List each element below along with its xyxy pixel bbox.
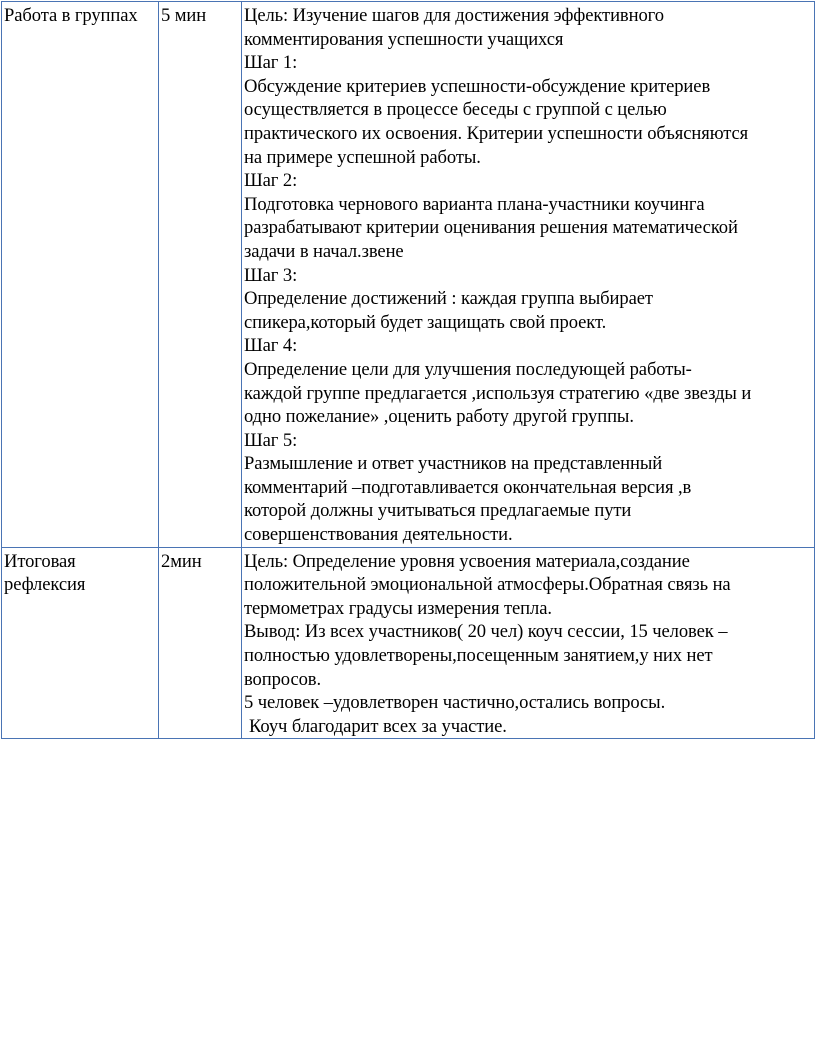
- text-line: вопросов.: [244, 668, 322, 690]
- text-line: разрабатывают критерии оценивания решения математической: [244, 217, 738, 239]
- text-line: спикера,который будет защищать свой проект.: [244, 311, 607, 333]
- stage-name-line: Итоговая: [4, 550, 76, 572]
- stage-name-line: рефлексия: [4, 574, 86, 596]
- table-row-final-reflection: [2, 547, 815, 739]
- stage-cell: [2, 547, 159, 739]
- text-line: Цель: Изучение шагов для достижения эффективного: [244, 5, 664, 26]
- stage-duration: 5 мин: [161, 5, 207, 26]
- stage-name: Работа в группах: [4, 5, 138, 26]
- text-line: Размышление и ответ участников на представленный: [244, 453, 663, 475]
- description-cell: [242, 2, 815, 548]
- stage-cell: [2, 2, 159, 548]
- text-line: на примере успешной работы.: [244, 146, 481, 168]
- text-line: которой должны учитываться предлагаемые пути: [244, 500, 632, 522]
- text-line: Подготовка чернового варианта плана-участники коучинга: [244, 193, 705, 215]
- text-line: полностью удовлетворены,посещенным занятием,у них нет: [244, 645, 713, 667]
- step-heading: Шаг 3:: [244, 264, 298, 286]
- step-heading: Шаг 1:: [244, 52, 298, 74]
- text-line: Обсуждение критериев успешности-обсуждение критериев: [244, 75, 711, 97]
- text-line: комментарий –подготавливается окончательная версия ,в: [244, 476, 692, 498]
- text-line: практического их освоения. Критерии успешности объясняются: [244, 122, 749, 144]
- text-line: каждой группе предлагается ,используя стратегию «две звезды и: [244, 382, 752, 404]
- step-heading: Шаг 2:: [244, 170, 298, 192]
- text-line: термометрах градусы измерения тепла.: [244, 597, 552, 619]
- stage-duration: 2мин: [161, 550, 202, 572]
- text-line: 5 человек –удовлетворен частично,остались вопросы.: [244, 692, 666, 714]
- text-line: одно пожелание» ,оценить работу другой группы.: [244, 406, 634, 428]
- text-line: осуществляется в процессе беседы с группой с целью: [244, 99, 667, 121]
- text-line: комментирования успешности учащихся: [244, 28, 564, 50]
- table-row-group-work: [2, 2, 815, 548]
- step-heading: Шаг 4:: [244, 335, 298, 357]
- text-line: Определение достижений : каждая группа выбирает: [244, 288, 653, 310]
- step-heading: Шаг 5:: [244, 429, 298, 451]
- text-line: совершенствования деятельности.: [244, 524, 513, 546]
- time-cell: [159, 547, 242, 739]
- text-line: Цель: Определение уровня усвоения материала,создание: [244, 550, 690, 572]
- text-line: Определение цели для улучшения последующей работы-: [244, 358, 692, 380]
- time-cell: [159, 2, 242, 548]
- text-line: Вывод: Из всех участников( 20 чел) коуч сессии, 15 человек –: [244, 621, 728, 643]
- lesson-plan-table: [1, 1, 815, 739]
- description-cell: [242, 547, 815, 739]
- text-line: Коуч благодарит всех за участие.: [249, 715, 507, 737]
- text-line: задачи в начал.звене: [244, 240, 404, 262]
- text-line: положительной эмоциональной атмосферы.Обратная связь на: [244, 574, 731, 596]
